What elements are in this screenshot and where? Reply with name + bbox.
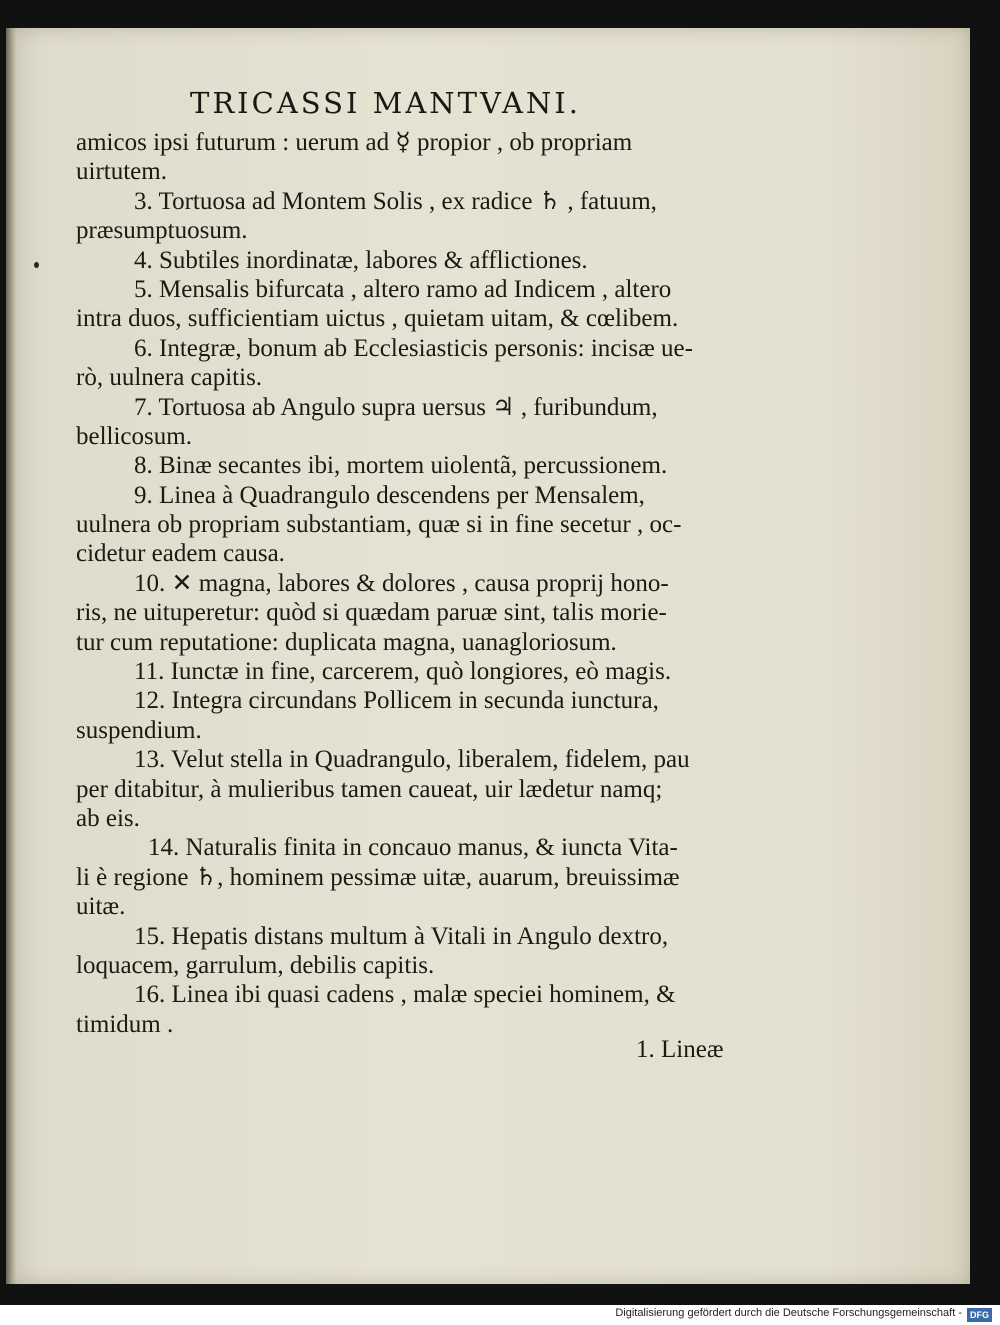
text-line: rò, uulnera capitis. — [76, 364, 263, 392]
text-line: uitæ. — [76, 893, 126, 921]
text-line: timidum . — [76, 1010, 174, 1038]
ink-spot — [34, 262, 39, 268]
text-line: 3. Tortuosa ad Montem Solis , ex radice ♄ , fatuum, — [134, 187, 657, 215]
text-line: 11. Iunctæ in fine, carcerem, quò longiores, eò magis. — [134, 658, 672, 686]
text-line: ab eis. — [76, 804, 140, 832]
text-line: 12. Integra circundans Pollicem in secunda iunctura, — [134, 687, 659, 715]
text-line: bellicosum. — [76, 422, 192, 450]
text-line: loquacem, garrulum, debilis capitis. — [76, 951, 435, 979]
text-line: 14. Naturalis finita in concauo manus, & iuncta Vita- — [148, 834, 678, 862]
text-line: suspendium. — [76, 716, 202, 744]
text-line: 6. Integræ, bonum ab Ecclesiasticis personis: incisæ ue- — [134, 334, 693, 362]
text-line: 8. Binæ secantes ibi, mortem uiolentã, percussionem. — [134, 452, 668, 480]
text-line: cidetur eadem causa. — [76, 540, 285, 568]
text-line: 7. Tortuosa ab Angulo supra uersus ♃ , furibundum, — [134, 393, 658, 421]
text-line: per ditabitur, à mulieribus tamen caueat, uir lædetur namq; — [76, 775, 663, 803]
text-line: 5. Mensalis bifurcata , altero ramo ad Indicem , altero — [134, 275, 672, 303]
text-line: intra duos, sufficientiam uictus , quietam uitam, & cœlibem. — [76, 305, 679, 333]
funding-credit: Digitalisierung gefördert durch die Deutsche Forschungsgemeinschaft - — [615, 1307, 962, 1319]
text-line: præsumptuosum. — [76, 217, 248, 245]
text-line: li è regione ♄, hominem pessimæ uitæ, auarum, breuissimæ — [76, 863, 680, 891]
text-line: 4. Subtiles inordinatæ, labores & afflictiones. — [134, 246, 588, 274]
running-head: TRICASSI MANTVANI. — [190, 86, 581, 120]
text-block — [76, 128, 746, 1039]
text-line: uirtutem. — [76, 158, 167, 186]
text-line: 10. ✕ magna, labores & dolores , causa proprij hono- — [134, 569, 669, 597]
text-line: 9. Linea à Quadrangulo descendens per Mensalem, — [134, 481, 645, 509]
text-line: ris, ne uituperetur: quòd si quædam paruæ sint, talis morie- — [76, 599, 667, 627]
catchword: 1. Lineæ — [636, 1036, 724, 1063]
text-line: 16. Linea ibi quasi cadens , malæ speciei hominem, & — [134, 981, 676, 1009]
text-line: amicos ipsi futurum : uerum ad ☿ propior , ob propriam — [76, 129, 633, 156]
footer-bar — [0, 1305, 1000, 1325]
text-line: 15. Hepatis distans multum à Vitali in Angulo dextro, — [134, 922, 669, 950]
page-gutter-shadow — [6, 28, 16, 1284]
text-line: tur cum reputatione: duplicata magna, uanagloriosum. — [76, 628, 617, 656]
text-line: 13. Velut stella in Quadrangulo, liberalem, fidelem, pau — [134, 746, 690, 774]
text-line: uulnera ob propriam substantiam, quæ si in fine secetur , oc- — [76, 511, 682, 539]
dfg-logo-icon: DFG — [967, 1308, 992, 1322]
